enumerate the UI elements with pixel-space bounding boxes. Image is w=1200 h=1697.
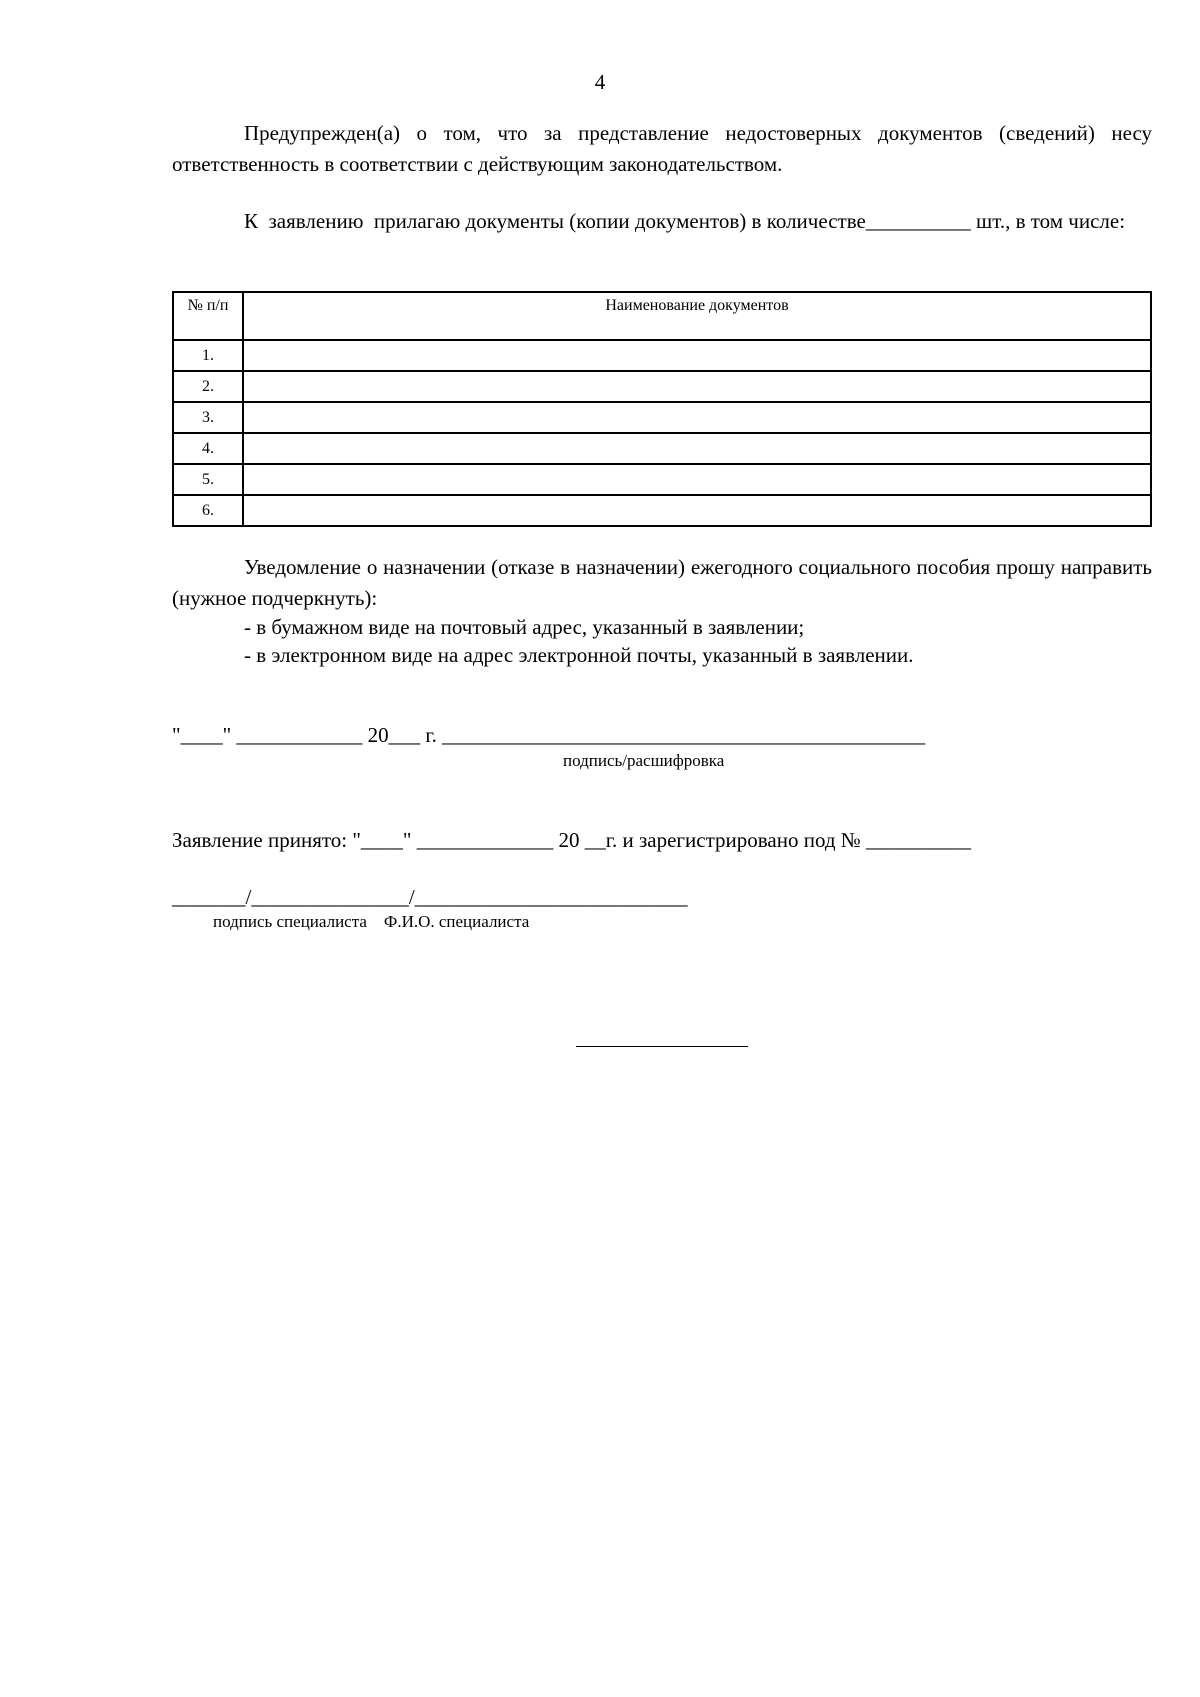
- column-header-number: № п/п: [173, 292, 243, 340]
- table-row: [173, 371, 1151, 402]
- table-row: [173, 340, 1151, 371]
- notification-option-paper[interactable]: - в бумажном виде на почтовый адрес, указанный в заявлении;: [244, 615, 805, 639]
- applicant-signature-line[interactable]: "____" ____________ 20___ г. ______________________________________________: [172, 723, 926, 747]
- row-document-name[interactable]: [243, 402, 1151, 433]
- signature-caption: подпись/расшифровка: [563, 751, 725, 770]
- notification-paragraph: Уведомление о назначении (отказе в назначении) ежегодного социального пособия прошу направить (нужное подчеркнуть):: [172, 555, 1158, 610]
- row-number: 6.: [173, 495, 243, 526]
- row-number: 3.: [173, 402, 243, 433]
- table-row: [173, 495, 1151, 526]
- table-row: [173, 402, 1151, 433]
- warning-paragraph: Предупрежден(а) о том, что за представление недостоверных документов (сведений) несу ответственность в соответствии с действующим законодательством.: [172, 121, 1163, 176]
- table-header-row: [173, 292, 1151, 340]
- row-document-name[interactable]: [243, 464, 1151, 495]
- row-document-name[interactable]: [243, 340, 1151, 371]
- acceptance-line[interactable]: Заявление принято: "____" _____________ 20 __г. и зарегистрировано под № __________: [172, 828, 972, 852]
- column-header-document-name: Наименование документов: [243, 292, 1151, 340]
- row-number: 2.: [173, 371, 243, 402]
- attachment-paragraph: К заявлению прилагаю документы (копии документов) в количестве__________ шт., в том числе:: [244, 209, 1126, 233]
- notification-option-email[interactable]: - в электронном виде на адрес электронной почты, указанный в заявлении.: [244, 643, 914, 667]
- row-number: 1.: [173, 340, 243, 371]
- specialist-caption: подпись специалиста Ф.И.О. специалиста: [213, 912, 530, 931]
- row-document-name[interactable]: [243, 433, 1151, 464]
- page-number: 4: [594, 70, 606, 94]
- specialist-signature-line[interactable]: _______/_______________/__________________________: [172, 885, 688, 909]
- table-row: [173, 433, 1151, 464]
- row-number: 5.: [173, 464, 243, 495]
- table-row: [173, 464, 1151, 495]
- row-document-name[interactable]: [243, 495, 1151, 526]
- documents-table: [172, 291, 1152, 527]
- end-of-document-rule: [576, 1046, 748, 1047]
- row-document-name[interactable]: [243, 371, 1151, 402]
- row-number: 4.: [173, 433, 243, 464]
